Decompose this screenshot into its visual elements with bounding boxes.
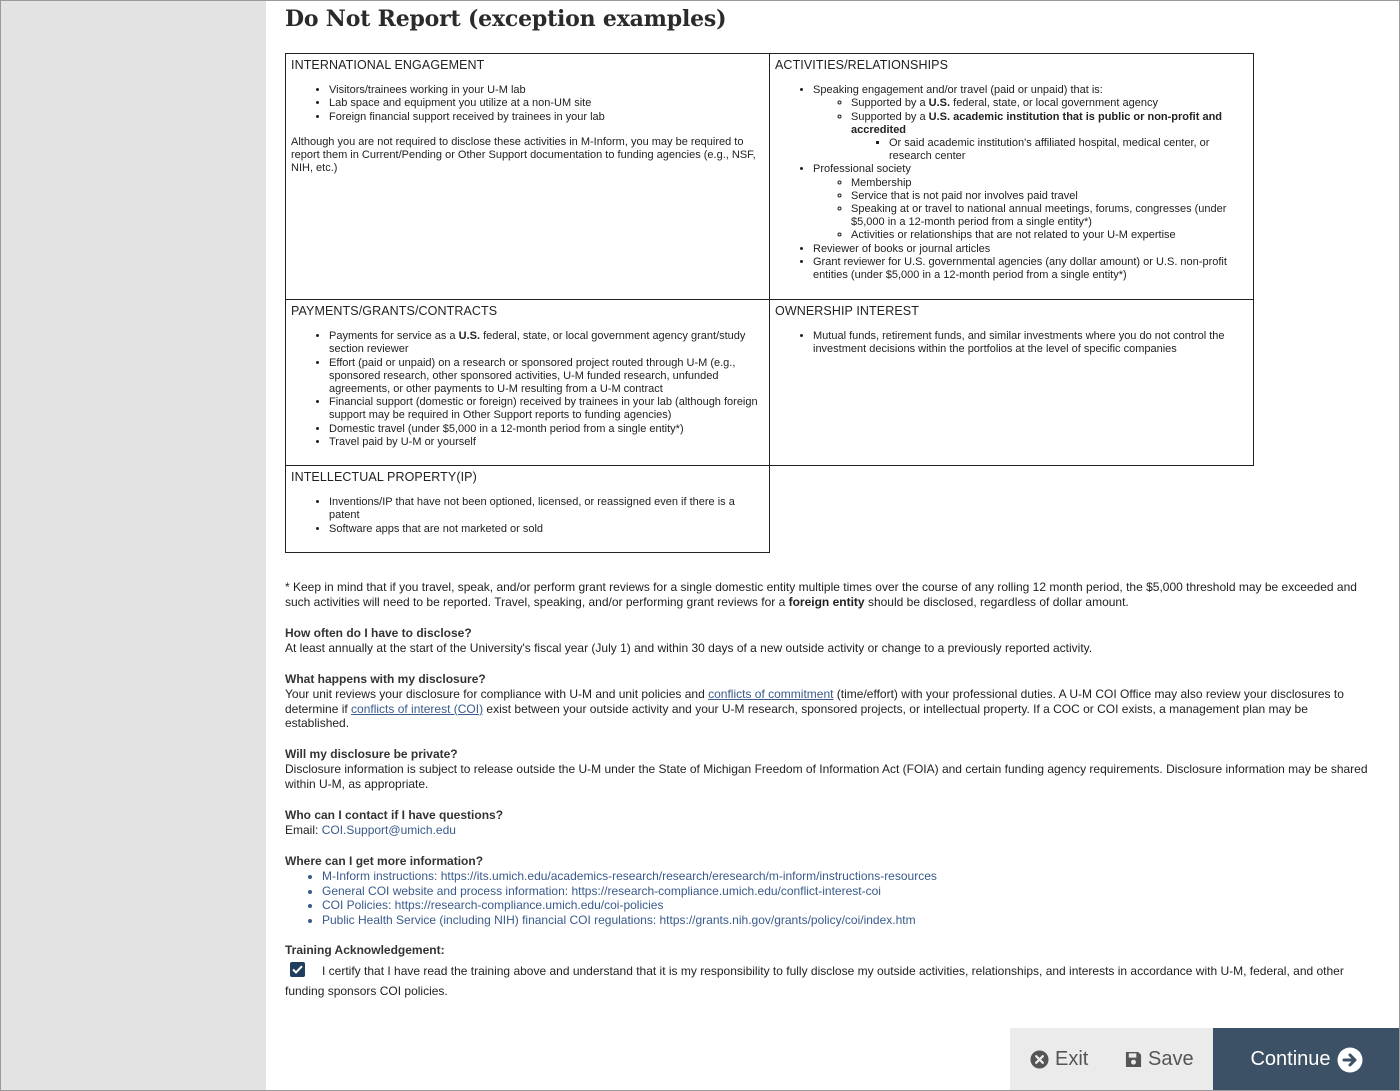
list-item: • Effort (paid or unpaid) on a research or sponsored project routed through U-M (e.g., sponsored research, other sponsored activities, U-M funded research, unfunded agreements, or other payments to U-M resulting from a U-M contract: [329, 357, 764, 397]
phs-coi-regulations-link[interactable]: Public Health Service (including NIH) financial COI regulations: https://grants.nih.gov/grants/policy/coi/index.htm: [322, 913, 916, 928]
cell-heading: ACTIVITIES/RELATIONSHIPS: [775, 58, 949, 72]
text: Supported by a: [851, 110, 929, 123]
text: should be disclosed, regardless of dollar amount.: [864, 594, 1129, 609]
faq-question: Where can I get more information?: [285, 854, 484, 868]
list-item: ◦ Service that is not paid nor involves paid travel: [851, 190, 1248, 203]
list-item: • Inventions/IP that have not been optioned, licensed, or reassigned even if there is a patent: [329, 496, 764, 522]
list-item: • Lab space and equipment you utilize at a non-UM site: [329, 97, 764, 110]
text: Your unit reviews your disclosure for compliance with U-M and unit policies and: [285, 686, 709, 701]
list-item: • Reviewer of books or journal articles: [813, 243, 1248, 256]
training-heading: Training Acknowledgement:: [285, 943, 445, 957]
faq-question: Will my disclosure be private?: [285, 747, 458, 761]
faq-question: How often do I have to disclose?: [285, 626, 472, 640]
list-item: • Visitors/trainees working in your U-M lab: [329, 84, 764, 97]
training-statement: I certify that I have read the training above and understand that it is my responsibility to fully disclose my outside activities, relationships, and interests in accordance with U-M, federal, and other funding sponsors COI policies.: [285, 964, 1344, 998]
list-item: • Domestic travel (under $5,000 in a 12-month period from a single entity*): [329, 423, 764, 436]
list-item-text: Professional society: [813, 163, 911, 176]
email-label: Email:: [285, 822, 322, 837]
coi-policies-link[interactable]: COI Policies: https://research-compliance.umich.edu/coi-policies: [322, 898, 664, 913]
m-inform-instructions-link[interactable]: M-Inform instructions: https://its.umich.edu/academics-research/research/eresearch/m-inform/instructions-resources: [322, 868, 937, 883]
cell-heading: OWNERSHIP INTEREST: [775, 304, 919, 318]
text: Supported by a: [851, 97, 929, 110]
text: Payments for service as a: [329, 330, 459, 343]
text: * Keep in mind that if you travel, speak, and/or perform grant reviews for a single domestic entity multiple times over the course of any rolling 12 month period, the $5,000 threshold may be exceeded and such activities will need to be reported. Travel, speaking, and/or performing grant reviews for a: [285, 580, 1357, 609]
list-item: ◦ Speaking at or travel to national annual meetings, forums, congresses (under $5,000 in a 12-month period from a single entity*): [851, 203, 1248, 229]
support-email-link[interactable]: COI.Support@umich.edu: [321, 822, 456, 837]
faq-question: Who can I contact if I have questions?: [285, 808, 504, 822]
text: federal, state, or local government agency grant/study section reviewer: [329, 330, 746, 356]
cell-heading: INTERNATIONAL ENGAGEMENT: [291, 58, 485, 72]
save-label: Save: [1148, 1048, 1194, 1070]
bold-text: U.S.: [458, 330, 481, 343]
list-item: ◦ Membership: [851, 177, 1248, 190]
bold-text: U.S.: [928, 97, 951, 110]
cell-heading: PAYMENTS/GRANTS/CONTRACTS: [291, 304, 498, 318]
faq-question: What happens with my disclosure?: [285, 672, 486, 686]
continue-label: Continue: [1250, 1048, 1331, 1070]
text: federal, state, or local government agency: [950, 97, 1158, 110]
faq-answer: Disclosure information is subject to release outside the U-M under the State of Michigan Freedom of Information Act (FOIA) and certain funding agency requirements. Disclosure information may be shared within U-M, as appropriate.: [285, 761, 1368, 791]
text: exist between your outside activity and your U-M research, sponsored projects, or intellectual property. If a COC or COI exists, a management plan may be established.: [285, 701, 1308, 731]
list-item: • Financial support (domestic or foreign) received by trainees in your lab (although foreign support may be required in Other Support reports to funding agencies): [329, 396, 764, 422]
bold-text: foreign entity: [788, 594, 865, 609]
list-item: • Foreign financial support received by trainees in your lab: [329, 111, 764, 124]
coi-website-link[interactable]: General COI website and process information: https://research-compliance.umich.edu/conflict-interest-coi: [322, 883, 881, 898]
bold-text: U.S. academic institution that is public or non-profit and accredited: [851, 110, 1223, 136]
international-note: Although you are not required to disclose these activities in M-Inform, you may be required to report them in Current/Pending or Other Support documentation to funding agencies (e.g., NSF, NIH, etc.): [291, 135, 756, 175]
list-item: • Grant reviewer for U.S. governmental agencies (any dollar amount) or U.S. non-profit entities (under $5,000 in a 12-month period from a single entity*): [813, 256, 1248, 282]
list-item: • Travel paid by U-M or yourself: [329, 436, 764, 449]
list-item: ▪ Or said academic institution's affiliated hospital, medical center, or research center: [889, 137, 1248, 163]
exit-label: Exit: [1055, 1048, 1089, 1070]
conflicts-of-commitment-link[interactable]: conflicts of commitment: [708, 686, 834, 701]
page-title: Do Not Report (exception examples): [285, 6, 727, 32]
faq-answer: At least annually at the start of the University's fiscal year (July 1) and within 30 days of a new outside activity or change to a previously reported activity.: [285, 640, 1093, 655]
text: (time/effort) with your professional duties. A U-M COI Office may also review your disclosures to determine if: [285, 686, 1344, 716]
cell-heading: INTELLECTUAL PROPERTY(IP): [291, 470, 477, 484]
list-item: ◦ Activities or relationships that are not related to your U-M expertise: [851, 229, 1248, 242]
conflicts-of-interest-link[interactable]: conflicts of interest (COI): [351, 701, 484, 716]
list-item-text: Speaking engagement and/or travel (paid or unpaid) that is:: [813, 84, 1103, 97]
list-item: • Mutual funds, retirement funds, and similar investments where you do not control the investment decisions within the portfolios at the level of specific companies: [813, 330, 1248, 356]
list-item: • Software apps that are not marketed or sold: [329, 523, 764, 536]
